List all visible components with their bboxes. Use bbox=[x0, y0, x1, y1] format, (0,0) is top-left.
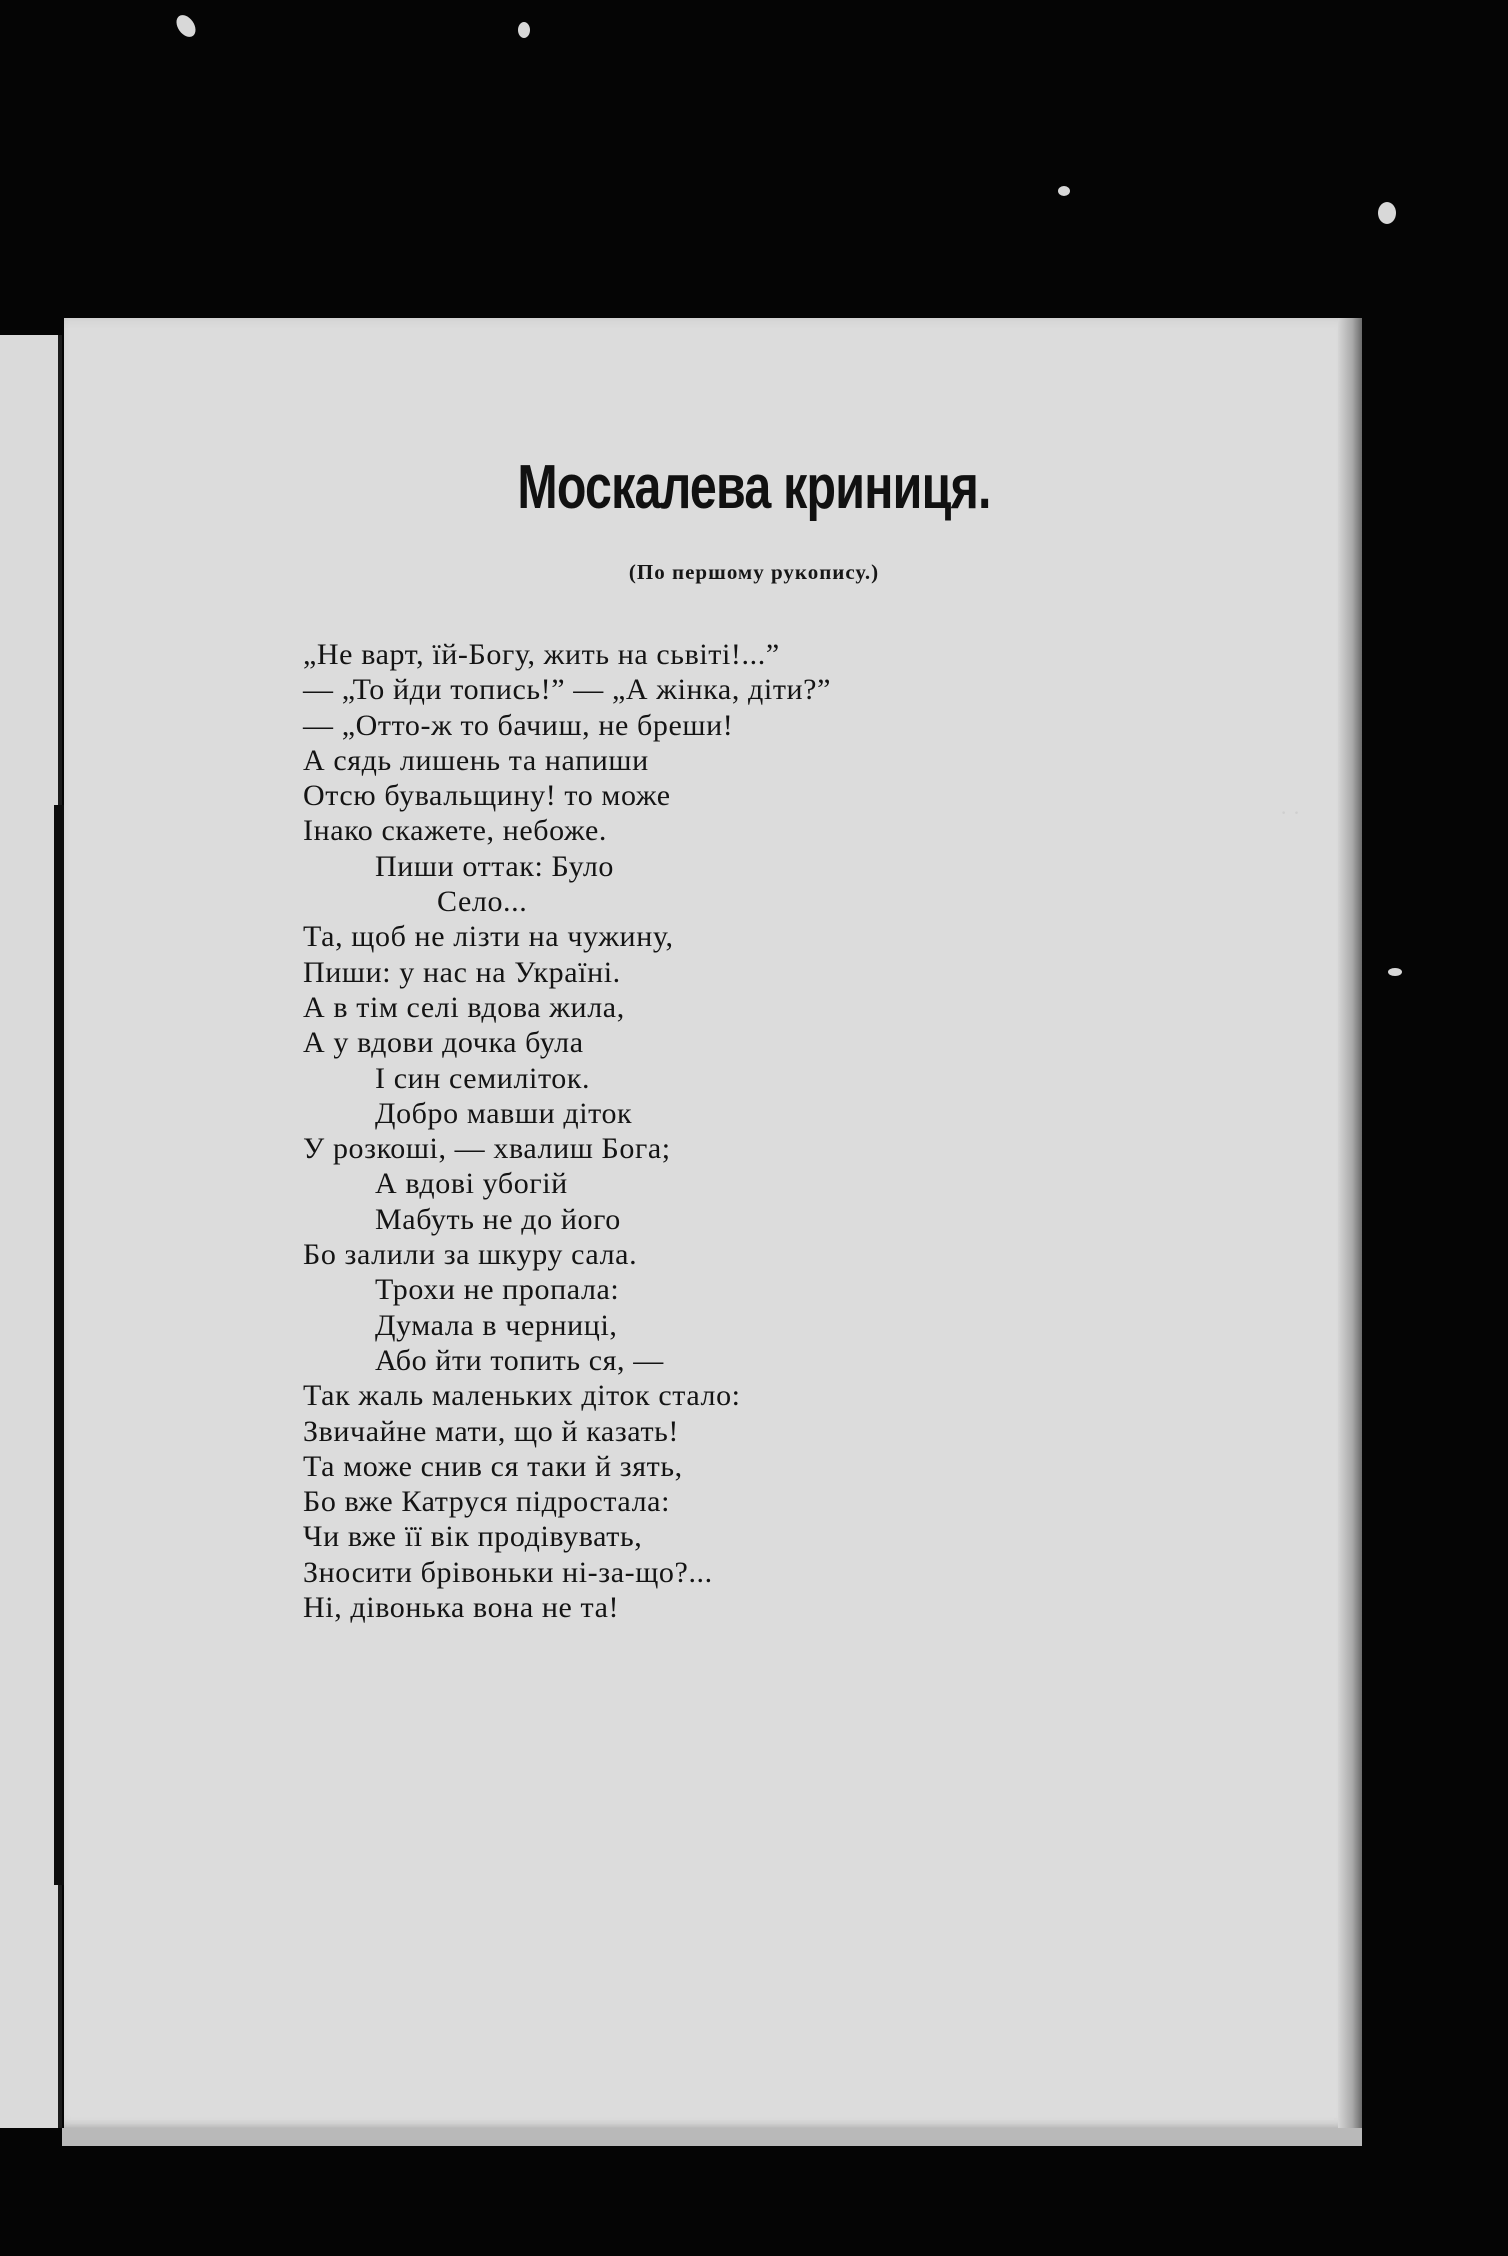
poem-line: Інако скажете, небоже. bbox=[303, 814, 607, 848]
poem-line: Так жаль маленьких діток стало: bbox=[303, 1379, 741, 1413]
poem-line: Трохи не пропала: bbox=[375, 1273, 620, 1307]
poem-line: Або йти топить ся, — bbox=[375, 1343, 664, 1377]
poem-line: — „То йди топись!” — „А жінка, діти?” bbox=[303, 673, 832, 707]
scan-speck bbox=[173, 12, 200, 41]
poem-line: Та, щоб не лізти на чужину, bbox=[303, 920, 674, 954]
poem-line: „Не варт, їй-Богу, жить на сьвіті!...” bbox=[303, 638, 780, 671]
poem-line: А у вдови дочка була bbox=[303, 1026, 584, 1060]
binding-shadow bbox=[54, 805, 64, 1885]
poem-line: І син семиліток. bbox=[375, 1061, 591, 1095]
page-right-edge bbox=[1338, 318, 1362, 2130]
poem-line: Та може снив ся таки й зять, bbox=[303, 1449, 683, 1483]
poem-line: У розкоші, — хвалиш Бога; bbox=[303, 1132, 671, 1166]
poem-line: Добро мавши діток bbox=[375, 1096, 633, 1130]
poem-line: Ні, дівонька вона не та! bbox=[303, 1591, 620, 1625]
scan-speck bbox=[1388, 968, 1402, 976]
poem-line: Село... bbox=[437, 885, 528, 919]
scan-noise: · · bbox=[1280, 800, 1301, 825]
poem-line: — „Отто-ж то бачиш, не бреши! bbox=[303, 708, 734, 742]
poem-line: Чи вже її вік продівувать, bbox=[303, 1520, 643, 1554]
scan-speck bbox=[1058, 186, 1070, 196]
poem-line: Мабуть не до його bbox=[375, 1202, 621, 1236]
adjacent-page-edge bbox=[0, 335, 62, 2128]
poem-subtitle: (По першому рукопису.) bbox=[628, 560, 880, 584]
poem-title: Москалева криниця. bbox=[517, 453, 991, 522]
poem-text bbox=[303, 637, 831, 1625]
poem-line: Пиши: у нас на Україні. bbox=[303, 955, 621, 989]
scan-speck bbox=[518, 22, 530, 38]
poem-line: А вдові убогій bbox=[375, 1167, 568, 1201]
poem-line: Бо вже Катруся підростала: bbox=[303, 1485, 671, 1519]
scan-speck bbox=[1378, 202, 1396, 224]
poem-line: Бо залили за шкуру сала. bbox=[303, 1238, 638, 1272]
poem-line: Думала в черниці, bbox=[375, 1308, 618, 1342]
poem-line: А сядь лишень та напиши bbox=[303, 743, 649, 777]
page-bottom-edge bbox=[62, 2128, 1362, 2146]
poem-line: Пиши оттак: Було bbox=[375, 849, 615, 883]
poem-line: Зносити брівоньки ні-за-що?... bbox=[303, 1555, 713, 1589]
poem-line: Отсю бувальщину! то може bbox=[303, 779, 671, 813]
poem-line: Звичайне мати, що й казать! bbox=[303, 1414, 680, 1448]
poem-line: А в тім селі вдова жила, bbox=[303, 990, 625, 1024]
